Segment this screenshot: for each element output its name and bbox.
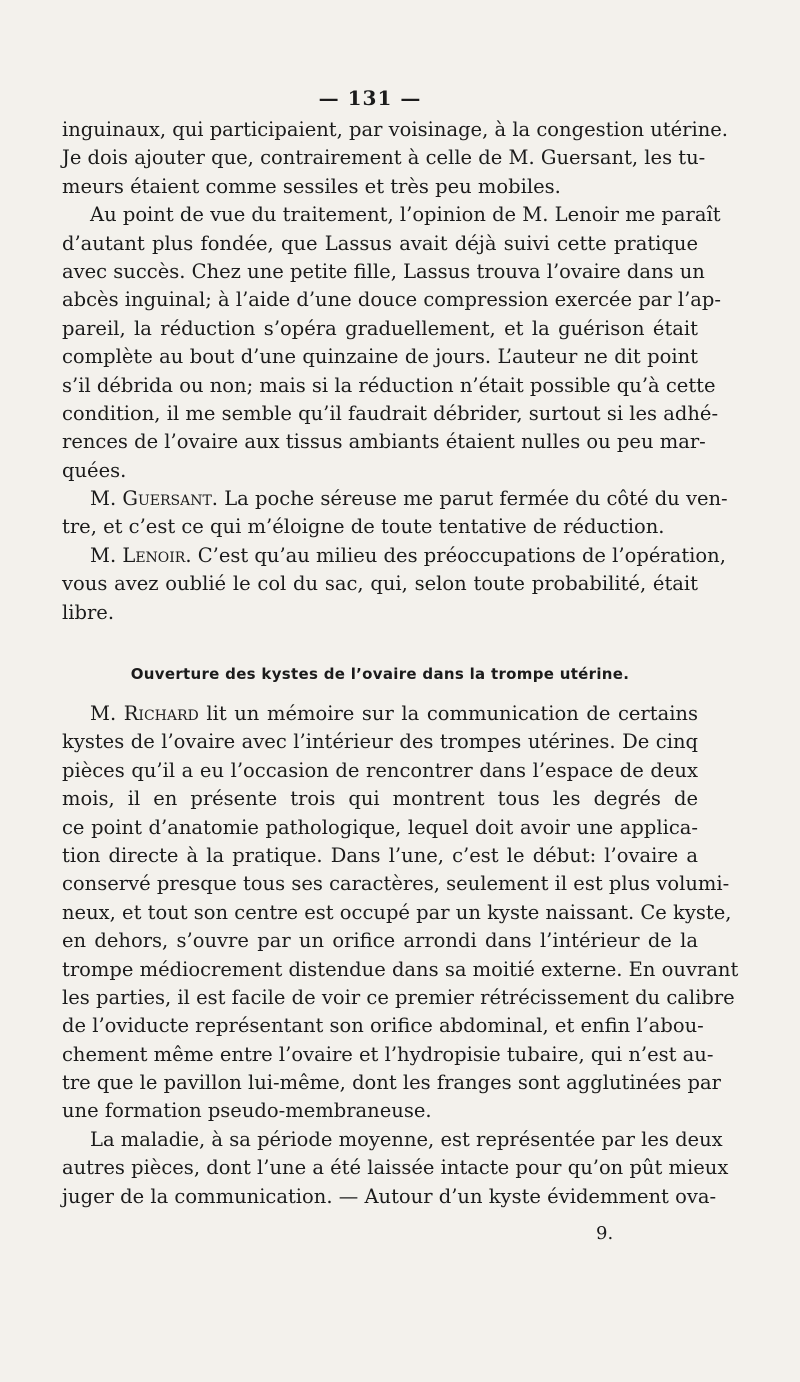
paragraph-line: une formation pseudo-membraneuse. [62,1099,432,1123]
paragraph-line: chement même entre l’ovaire et l’hydropisie tubaire, qui n’est au- [62,1042,714,1066]
paragraph-line: tre que le pavillon lui-même, dont les franges sont agglutinées par [62,1071,721,1095]
speaker-name: M. Richard [90,702,199,725]
paragraph-line: d’autant plus fondée, que Lassus avait déjà suivi cette pratique [62,231,698,255]
paragraph-line: les parties, il est facile de voir ce premier rétrécissement du calibre [62,985,735,1009]
paragraph-line: autres pièces, dont l’une a été laissée intacte pour qu’on pût mieux [62,1156,729,1180]
paragraph-line: ce point d’anatomie pathologique, lequel doit avoir une applica- [62,815,698,839]
paragraph-line: de l’oviducte représentant son orifice abdominal, et enfin l’abou- [62,1014,704,1038]
paragraph-line: en dehors, s’ouvre par un orifice arrondi dans l’intérieur de la [62,929,698,953]
section-heading: Ouverture des kystes de l’ovaire dans la trompe utérine. [130,665,630,683]
line-text: La poche séreuse me parut fermée du côté du ven- [218,487,728,511]
paragraph-line: pareil, la réduction s’opéra graduellement, et la guérison était [62,316,698,340]
paragraph-line: avec succès. Chez une petite fille, Lassus trouva l’ovaire dans un [62,259,705,283]
speaker-name: M. Lenoir. [90,543,192,567]
paragraph-line: quées. [62,458,127,482]
paragraph-line: meurs étaient comme sessiles et très peu mobiles. [62,174,561,198]
paragraph-line: tion directe à la pratique. Dans l’une, c’est le début: l’ovaire a [62,843,698,867]
paragraph-line: rences de l’ovaire aux tissus ambiants étaient nulles ou peu mar- [62,430,706,454]
paragraph-line: juger de la communication. — Autour d’un kyste évidemment ova- [62,1184,717,1208]
paragraph-line: abcès inguinal; à l’aide d’une douce compression exercée par l’ap- [62,288,721,312]
paragraph-line: vous avez oublié le col du sac, qui, selon toute probabilité, était [62,572,698,596]
paragraph-line: inguinaux, qui participaient, par voisinage, à la congestion utérine. [62,118,728,141]
paragraph-line: Je dois ajouter que, contrairement à celle de M. Guersant, les tu- [62,146,706,170]
paragraph-line: complète au bout d’une quinzaine de jours. L’auteur ne dit point [62,345,698,369]
paragraph-line [62,700,698,728]
paragraph-line: condition, il me semble qu’il faudrait débrider, surtout si les adhé- [62,401,719,425]
speaker-name: M. Guersant. [90,487,218,511]
paragraph-line: mois, il en présente trois qui montrent tous les degrés de [62,787,698,811]
paragraph-line: neux, et tout son centre est occupé par un kyste naissant. Ce kyste, [62,900,732,924]
signature-mark: 9. [596,1223,614,1244]
paragraph-line: Au point de vue du traitement, l’opinion de M. Lenoir me paraît [90,203,721,227]
paragraph-line: trompe médiocrement distendue dans sa moitié externe. En ouvrant [62,957,739,981]
paragraph-line: libre. [62,600,115,624]
paragraph-line: kystes de l’ovaire avec l’intérieur des trompes utérines. De cinq [62,730,698,754]
line-text: lit un mémoire sur la communication de certains [198,702,698,725]
paragraph-line: conservé presque tous ses caractères, seulement il est plus volumi- [62,872,730,896]
paragraph-line: pièces qu’il a eu l’occasion de rencontrer dans l’espace de deux [62,758,698,782]
text-block-upper [62,116,728,627]
paragraph-line: La maladie, à sa période moyenne, est représentée par les deux [90,1127,723,1151]
line-text: C’est qu’au milieu des préoccupations de l’opération, [191,543,726,567]
page-number: — 131 — [318,86,422,110]
paragraph-line: s’il débrida ou non; mais si la réduction n’était possible qu’à cette [62,373,716,397]
text-block-lower [62,700,739,1211]
paragraph-line [62,485,728,513]
paragraph-line: tre, et c’est ce qui m’éloigne de toute tentative de réduction. [62,515,665,539]
paragraph-line [62,542,726,570]
